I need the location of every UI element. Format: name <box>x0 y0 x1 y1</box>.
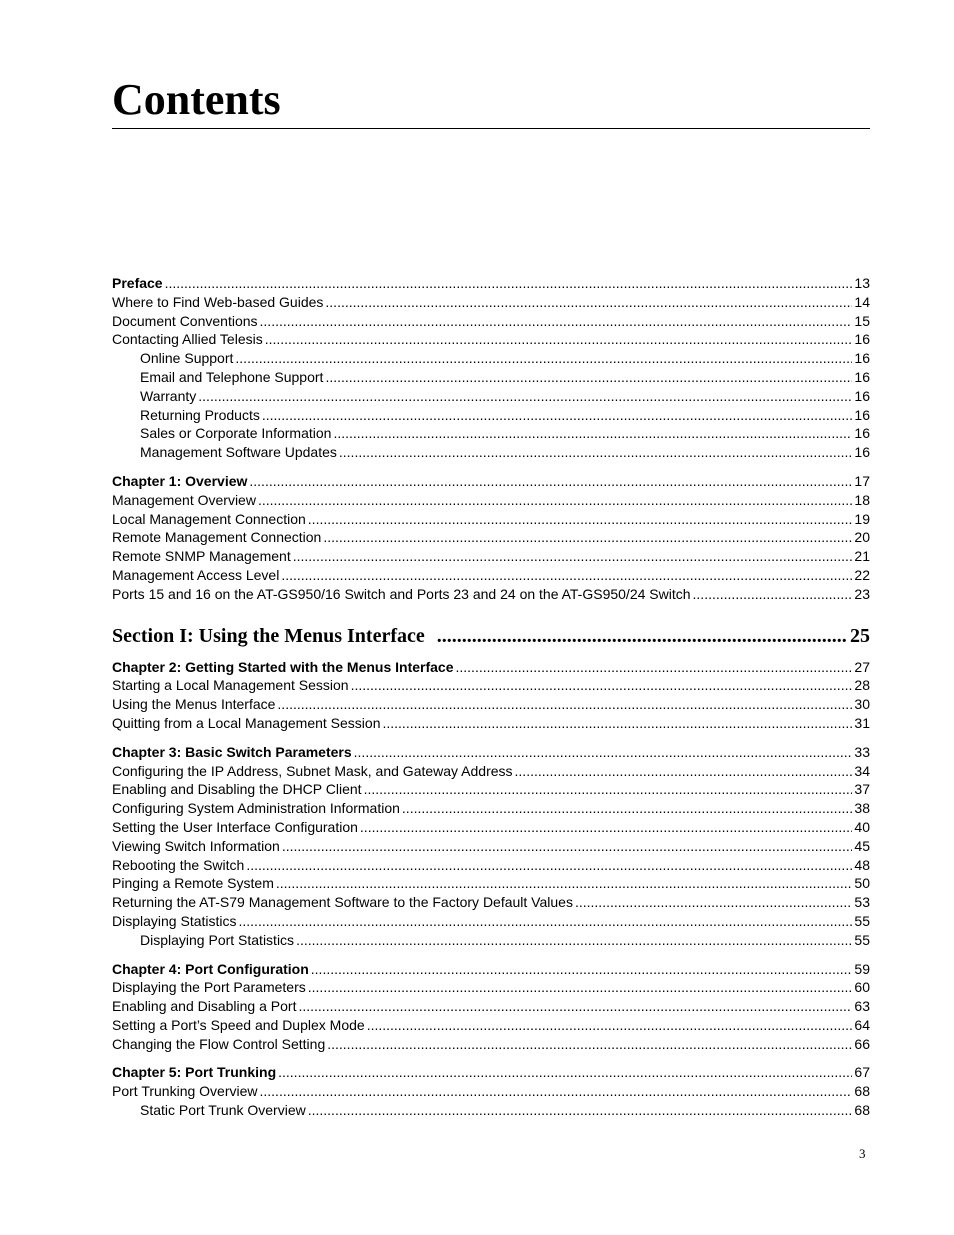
toc-entry-label: Warranty <box>140 387 197 404</box>
dot-leader <box>327 1036 852 1052</box>
toc-entry-label: Management Access Level <box>112 566 280 583</box>
toc-entry-page: 68 <box>854 1083 870 1100</box>
dot-leader <box>402 800 853 816</box>
toc-entry-entry[interactable] <box>112 715 870 734</box>
dot-leader <box>437 625 846 648</box>
toc-entry-label: Pinging a Remote System <box>112 875 274 892</box>
toc-entry-entry[interactable] <box>112 492 870 511</box>
toc-entry-page: 53 <box>854 894 870 911</box>
toc-entry-entry[interactable] <box>112 1036 870 1055</box>
toc-entry-label: Returning the AT-S79 Management Software to the Factory Default Values <box>112 894 573 911</box>
toc-entry-page: 16 <box>854 350 870 367</box>
dot-leader <box>282 838 853 854</box>
toc-entry-page: 15 <box>854 312 870 329</box>
toc-entry-label: Chapter 3: Basic Switch Parameters <box>112 743 352 760</box>
toc-entry-page: 20 <box>854 529 870 546</box>
toc-entry-page: 14 <box>854 293 870 310</box>
toc-entry-label: Viewing Switch Information <box>112 837 280 854</box>
toc-entry-sub[interactable] <box>112 388 870 407</box>
toc-entry-page: 13 <box>854 275 870 291</box>
toc-spacer <box>112 951 870 961</box>
dot-leader <box>239 913 853 929</box>
toc-entry-entry[interactable] <box>112 819 870 838</box>
toc-entry-page: 48 <box>854 856 870 873</box>
toc-entry-label: Document Conventions <box>112 312 258 329</box>
toc-entry-label: Where to Find Web-based Guides <box>112 293 324 310</box>
toc-entry-entry[interactable] <box>112 567 870 586</box>
toc-entry-label: Static Port Trunk Overview <box>140 1102 306 1119</box>
toc-entry-page: 64 <box>854 1016 870 1033</box>
dot-leader <box>260 1083 853 1099</box>
dot-leader <box>325 294 852 310</box>
dot-leader <box>360 819 853 835</box>
toc-spacer <box>112 734 870 744</box>
toc-entry-sub[interactable] <box>112 425 870 444</box>
toc-entry-label: Management Software Updates <box>140 444 337 461</box>
toc-entry-entry[interactable] <box>112 763 870 782</box>
toc-spacer <box>112 463 870 473</box>
dot-leader <box>325 369 852 385</box>
dot-leader <box>258 492 852 508</box>
toc-entry-page: 23 <box>854 585 870 602</box>
toc-entry-label: Returning Products <box>140 406 260 423</box>
toc-entry-label: Management Overview <box>112 491 256 508</box>
toc-entry-page: 16 <box>854 406 870 423</box>
toc-entry-label: Enabling and Disabling the DHCP Client <box>112 781 362 798</box>
dot-leader <box>276 875 853 891</box>
toc-entry-label: Section I: Using the Menus Interface <box>112 624 425 647</box>
toc-entry-entry[interactable] <box>112 529 870 548</box>
toc-entry-page: 34 <box>854 762 870 779</box>
toc-entry-entry[interactable] <box>112 913 870 932</box>
toc-entry-entry[interactable] <box>112 511 870 530</box>
toc-entry-sub[interactable] <box>112 1102 870 1121</box>
dot-leader <box>515 763 853 779</box>
dot-leader <box>235 350 852 366</box>
toc-entry-label: Contacting Allied Telesis <box>112 331 263 348</box>
dot-leader <box>277 696 852 712</box>
toc-entry-page: 67 <box>854 1064 870 1081</box>
toc-entry-sub[interactable] <box>112 444 870 463</box>
toc-entry-label: Configuring the IP Address, Subnet Mask, and Gateway Address <box>112 762 513 779</box>
dot-leader <box>265 331 853 347</box>
toc-entry-entry[interactable] <box>112 548 870 567</box>
toc-entry-page: 38 <box>854 800 870 817</box>
dot-leader <box>296 932 852 948</box>
dot-leader <box>293 548 853 564</box>
toc-spacer <box>112 605 870 625</box>
toc-entry-page: 33 <box>854 743 870 760</box>
dot-leader <box>308 511 853 527</box>
toc-entry-entry[interactable] <box>112 800 870 819</box>
dot-leader <box>323 529 852 545</box>
dot-leader <box>260 313 853 329</box>
toc-spacer <box>112 1054 870 1064</box>
toc-entry-page: 28 <box>854 677 870 694</box>
toc-entry-entry[interactable] <box>112 857 870 876</box>
toc-entry-page: 60 <box>854 979 870 996</box>
toc-entry-page: 25 <box>850 624 870 647</box>
dot-leader <box>693 586 853 602</box>
dot-leader <box>367 1017 853 1033</box>
toc-entry-label: Using the Menus Interface <box>112 696 276 713</box>
toc-entry-page: 27 <box>854 658 870 675</box>
toc-entry-label: Quitting from a Local Management Session <box>112 714 381 731</box>
toc-entry-entry[interactable] <box>112 838 870 857</box>
toc-entry-label: Online Support <box>140 350 234 367</box>
toc-entry-entry[interactable] <box>112 1083 870 1102</box>
dot-leader <box>298 998 852 1014</box>
dot-leader <box>308 979 853 995</box>
dot-leader <box>456 659 853 675</box>
page-number: 3 <box>859 1146 866 1161</box>
toc-entry-page: 16 <box>854 387 870 404</box>
toc-entry-chap[interactable] <box>112 473 870 492</box>
toc-entry-sub[interactable] <box>112 932 870 951</box>
toc-entry-page: 16 <box>854 444 870 461</box>
toc-entry-entry[interactable] <box>112 331 870 350</box>
table-of-contents <box>112 275 870 1121</box>
dot-leader <box>281 567 852 583</box>
toc-entry-entry[interactable] <box>112 677 870 696</box>
toc-entry-page: 66 <box>854 1035 870 1052</box>
dot-leader <box>198 388 852 404</box>
toc-entry-page: 30 <box>854 696 870 713</box>
dot-leader <box>354 744 853 760</box>
toc-entry-page: 19 <box>854 510 870 527</box>
toc-entry-page: 59 <box>854 960 870 977</box>
toc-entry-entry[interactable] <box>112 998 870 1017</box>
toc-entry-label: Email and Telephone Support <box>140 368 324 385</box>
toc-entry-section[interactable] <box>112 625 870 659</box>
toc-entry-chap[interactable] <box>112 961 870 980</box>
dot-leader <box>333 425 852 441</box>
page-title: Contents <box>112 75 281 124</box>
dot-leader <box>246 857 852 873</box>
toc-entry-label: Displaying the Port Parameters <box>112 979 306 996</box>
toc-entry-label: Chapter 2: Getting Started with the Menus Interface <box>112 658 454 675</box>
toc-entry-label: Enabling and Disabling a Port <box>112 998 297 1015</box>
toc-entry-label: Setting a Port’s Speed and Duplex Mode <box>112 1016 365 1033</box>
toc-entry-chap[interactable] <box>112 744 870 763</box>
toc-entry-entry[interactable] <box>112 979 870 998</box>
toc-entry-sub[interactable] <box>112 350 870 369</box>
toc-entry-entry[interactable] <box>112 696 870 715</box>
toc-entry-entry[interactable] <box>112 781 870 800</box>
dot-leader <box>311 961 853 977</box>
toc-entry-label: Setting the User Interface Configuration <box>112 818 358 835</box>
dot-leader <box>262 407 853 423</box>
toc-entry-label: Chapter 4: Port Configuration <box>112 960 309 977</box>
dot-leader <box>308 1102 853 1118</box>
toc-entry-label: Chapter 1: Overview <box>112 472 248 489</box>
toc-entry-page: 45 <box>854 837 870 854</box>
dot-leader <box>165 275 853 291</box>
toc-entry-page: 55 <box>854 912 870 929</box>
toc-entry-page: 16 <box>854 368 870 385</box>
toc-entry-page: 22 <box>854 566 870 583</box>
toc-entry-label: Changing the Flow Control Setting <box>112 1035 326 1052</box>
toc-entry-entry[interactable] <box>112 586 870 605</box>
toc-entry-label: Remote Management Connection <box>112 529 322 546</box>
toc-entry-entry[interactable] <box>112 294 870 313</box>
toc-entry-page: 50 <box>854 875 870 892</box>
toc-entry-entry[interactable] <box>112 894 870 913</box>
toc-entry-label: Rebooting the Switch <box>112 856 245 873</box>
toc-entry-page: 18 <box>854 491 870 508</box>
toc-entry-page: 21 <box>854 548 870 565</box>
toc-entry-sub[interactable] <box>112 369 870 388</box>
toc-entry-entry[interactable] <box>112 1017 870 1036</box>
toc-entry-label: Port Trunking Overview <box>112 1083 258 1100</box>
toc-entry-page: 31 <box>854 714 870 731</box>
toc-entry-entry[interactable] <box>112 313 870 332</box>
toc-entry-label: Local Management Connection <box>112 510 306 527</box>
toc-entry-page: 55 <box>854 931 870 948</box>
dot-leader <box>575 894 852 910</box>
toc-entry-label: Displaying Port Statistics <box>140 931 295 948</box>
dot-leader <box>351 677 853 693</box>
toc-entry-label: Chapter 5: Port Trunking <box>112 1064 277 1081</box>
toc-entry-page: 16 <box>854 331 870 348</box>
dot-leader <box>249 473 852 489</box>
toc-entry-label: Preface <box>112 275 163 291</box>
toc-entry-label: Sales or Corporate Information <box>140 425 332 442</box>
toc-entry-chap[interactable] <box>112 659 870 678</box>
toc-entry-page: 17 <box>854 472 870 489</box>
toc-entry-page: 16 <box>854 425 870 442</box>
toc-entry-label: Starting a Local Management Session <box>112 677 349 694</box>
dot-leader <box>278 1064 852 1080</box>
toc-entry-label: Ports 15 and 16 on the AT-GS950/16 Switch and Ports 23 and 24 on the AT-GS950/24 Switch <box>112 585 691 602</box>
dot-leader <box>339 444 853 460</box>
dot-leader <box>364 781 853 797</box>
toc-entry-page: 63 <box>854 998 870 1015</box>
toc-entry-page: 37 <box>854 781 870 798</box>
toc-entry-chap[interactable] <box>112 1064 870 1083</box>
toc-entry-page: 40 <box>854 818 870 835</box>
toc-entry-page: 68 <box>854 1102 870 1119</box>
title-rule <box>112 128 870 129</box>
toc-entry-chap[interactable] <box>112 275 870 294</box>
toc-entry-entry[interactable] <box>112 875 870 894</box>
toc-entry-sub[interactable] <box>112 407 870 426</box>
dot-leader <box>382 715 852 731</box>
toc-entry-label: Remote SNMP Management <box>112 548 291 565</box>
toc-entry-label: Configuring System Administration Information <box>112 800 400 817</box>
toc-entry-label: Displaying Statistics <box>112 912 237 929</box>
